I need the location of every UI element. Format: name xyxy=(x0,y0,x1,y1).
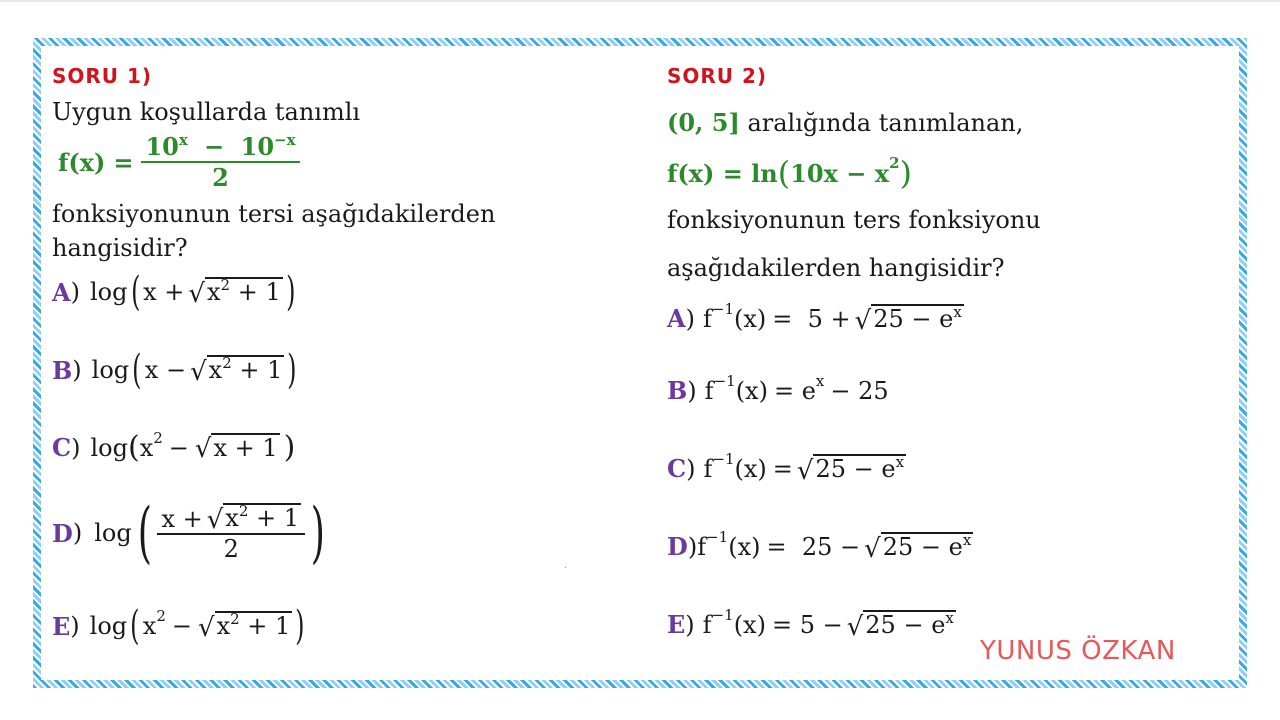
fraction-denominator: 2 xyxy=(212,163,229,192)
question-2-line4: aşağıdakilerden hangisidir? xyxy=(667,254,1005,282)
q1-option-b[interactable]: B ) log ( x − √ $x^2 + 1$ ) xyxy=(52,347,297,393)
function-name: f(x) xyxy=(58,147,106,177)
sqrt: √ $x^2 + 1$ xyxy=(188,276,281,309)
fraction-numerator: $10^x - 10^{-x}$ xyxy=(145,131,296,161)
question-2-intro: (0, 5] aralığında tanımlanan, xyxy=(667,108,1024,137)
q1-option-d[interactable]: D ) log ( x + √ $x^2 + 1$ 2 ) xyxy=(52,494,326,571)
q2-option-c[interactable]: C ) f −1 (x) = √ $25 - e^x$ xyxy=(667,449,905,486)
equals-sign: = xyxy=(113,147,134,177)
interval: (0, 5] xyxy=(667,108,740,137)
question-2-title: SORU 2) xyxy=(667,64,768,88)
question-1-title: SORU 1) xyxy=(52,64,153,88)
question-1-function xyxy=(58,132,300,192)
top-divider xyxy=(0,0,1280,2)
sqrt: √ $25 - e^x$ xyxy=(864,531,972,564)
fraction: x + √ $x^2 + 1$ 2 xyxy=(157,503,305,563)
stray-dot xyxy=(565,567,566,568)
sqrt: √ $25 - e^x$ xyxy=(854,303,962,336)
q1-option-e[interactable]: E ) log ( x 2 − √ $x^2 + 1$ ) xyxy=(52,603,305,649)
q2-option-e[interactable]: E ) f −1 (x) = 5 − √ $25 - e^x$ xyxy=(667,605,954,642)
function-fraction xyxy=(141,132,299,192)
question-2-function: f(x) = ln ( 10x − x 2 ) xyxy=(667,154,912,192)
sqrt: √ $25 - e^x$ xyxy=(846,609,954,642)
sqrt: √ x + 1 xyxy=(194,433,278,465)
question-1-line4: hangisidir? xyxy=(52,234,188,262)
q2-option-a[interactable]: A ) f −1 (x) = 5 + √ $25 - e^x$ xyxy=(667,299,962,336)
q2-option-d[interactable]: D ) f −1 (x) = 25 − √ $25 - e^x$ xyxy=(667,527,972,564)
q1-option-a[interactable]: A ) log ( x + √ $x^2 + 1$ ) xyxy=(52,269,296,315)
sqrt: √ $25 - e^x$ xyxy=(796,453,905,486)
author-name: YUNUS ÖZKAN xyxy=(980,636,1176,666)
question-1-intro: Uygun koşullarda tanımlı xyxy=(52,98,361,126)
question-2-line3: fonksiyonunun ters fonksiyonu xyxy=(667,206,1041,234)
sqrt: √ $x^2 + 1$ xyxy=(197,610,291,643)
q2-option-b[interactable]: B ) f −1 (x) = e x − 25 xyxy=(667,371,889,405)
question-1-line3: fonksiyonunun tersi aşağıdakilerden xyxy=(52,200,496,228)
q1-option-c[interactable]: C ) log ( x 2 − √ x + 1 ) xyxy=(52,428,296,465)
sqrt: √ $x^2 + 1$ xyxy=(206,502,300,535)
sqrt: √ $x^2 + 1$ xyxy=(190,354,283,387)
